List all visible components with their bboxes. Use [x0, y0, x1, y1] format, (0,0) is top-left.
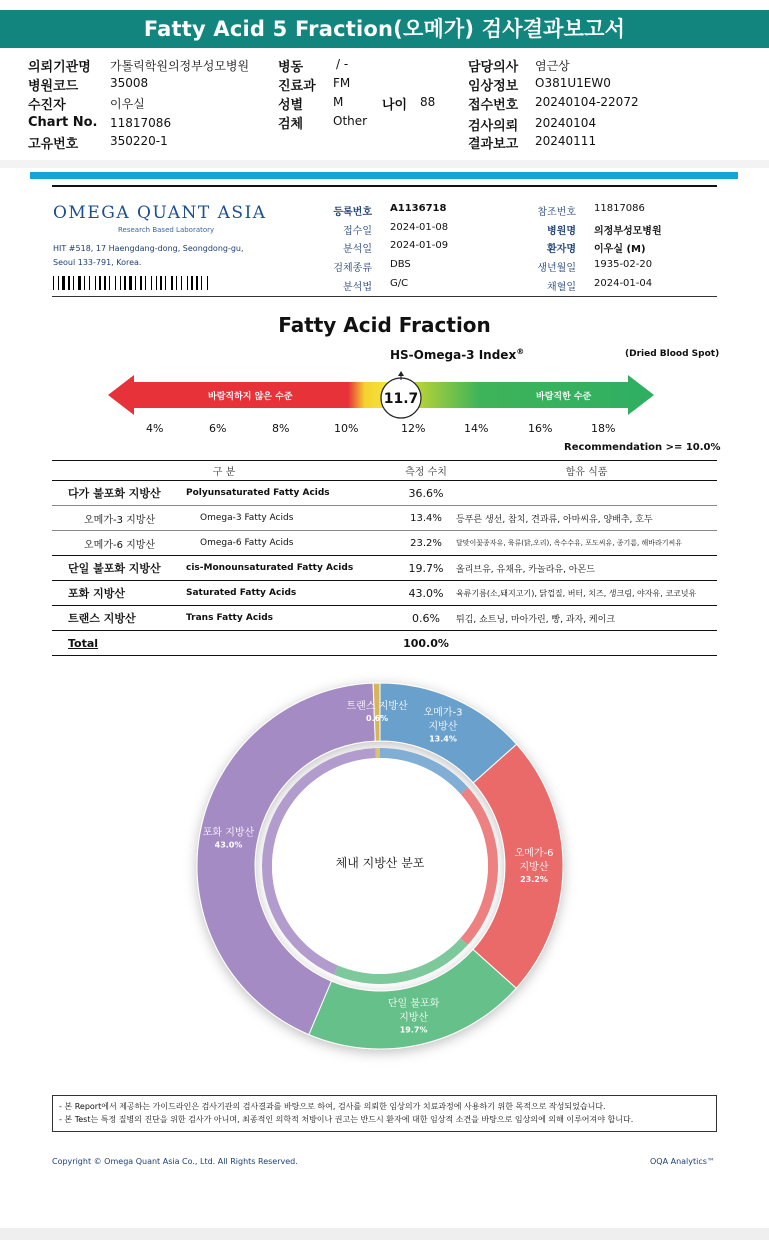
report-title: Fatty Acid 5 Fraction(오메가) 검사결과보고서 — [0, 10, 769, 48]
reg-value: DBS — [390, 259, 411, 270]
copyright: Copyright © Omega Quant Asia Co., Ltd. All Rights Reserved. — [52, 1157, 298, 1166]
slice-label — [424, 705, 463, 743]
reg-label: 생년월일 — [537, 263, 576, 274]
row-pct: 0.6% — [396, 606, 456, 631]
header-value: 염근상 — [535, 59, 570, 73]
scale-tick: 10% — [334, 422, 359, 435]
row-pct: 23.2% — [396, 531, 456, 556]
header-label: 담당의사 — [468, 60, 519, 75]
barcode-bar — [78, 276, 81, 290]
row-kr: 오메가-3 지방산 — [52, 506, 186, 531]
header-value: 20240111 — [535, 134, 597, 148]
reg-value: 11817086 — [594, 203, 645, 214]
sample-type: (Dried Blood Spot) — [625, 349, 720, 359]
reg-label: 병원명 — [547, 226, 576, 237]
reg-value: 의정부성모병원 — [594, 226, 662, 237]
barcode-bar — [171, 276, 173, 290]
header-value: 가톨릭학원의정부성모병원 — [110, 59, 250, 73]
reg-label: 참조번호 — [537, 207, 576, 218]
row-en: Polyunsaturated Fatty Acids — [186, 481, 396, 506]
barcode-bar — [165, 276, 166, 290]
table-row — [52, 606, 717, 631]
reg-value: 2024-01-09 — [390, 240, 449, 251]
barcode-bar — [196, 276, 198, 290]
slice-label — [515, 846, 554, 884]
header-value: 350220-1 — [110, 134, 168, 148]
scale-tick: 6% — [209, 422, 227, 435]
barcode-bar — [151, 276, 152, 290]
header-value: Other — [333, 114, 368, 128]
table-total-row — [52, 631, 717, 656]
recommendation: Recommendation >= 10.0% — [564, 442, 721, 453]
row-kr: 트랜스 지방산 — [52, 606, 186, 631]
row-food — [456, 481, 717, 506]
header-value: / - — [336, 57, 349, 71]
good-level-label: 바람직한 수준 — [536, 392, 592, 402]
registered-mark: ® — [516, 347, 525, 356]
disclaimer-line: - 본 Test는 특정 질병의 진단을 위한 검사가 아니며, 최종적인 의학적 처방이나 권고는 반드시 환자에 대한 임상적 소견을 바탕으로 임상의에 의해 이루어져야 합니다. — [59, 1115, 634, 1124]
barcode-bar — [140, 276, 142, 290]
row-kr: 오메가-6 지방산 — [52, 531, 186, 556]
barcode-bar — [135, 276, 136, 290]
reg-label: 검체종류 — [333, 263, 372, 274]
header-label: 수진자 — [28, 98, 66, 113]
scale-tick: 4% — [146, 422, 164, 435]
patient-header — [0, 52, 769, 150]
barcode-bar — [115, 276, 116, 290]
barcode-bar — [181, 276, 182, 290]
barcode — [53, 276, 210, 290]
header-value: 이우실 — [110, 97, 145, 111]
scale-tick: 14% — [464, 422, 489, 435]
footer-brand: OQA Analytics™ — [650, 1157, 715, 1166]
slice-percent: 19.7% — [399, 1025, 428, 1035]
header-label: Chart No. — [28, 115, 98, 130]
age-value: 88 — [420, 95, 436, 109]
row-pct: 36.6% — [396, 481, 456, 506]
reg-value: A1136718 — [390, 203, 447, 214]
fatty-acid-donut-chart — [150, 670, 610, 1070]
barcode-bar — [62, 276, 65, 290]
row-kr: 포화 지방산 — [52, 581, 186, 606]
index-title — [390, 347, 524, 362]
age-label: 나이 — [382, 98, 408, 113]
slice-name: 트랜스 지방산 — [346, 701, 408, 713]
barcode-bar — [68, 276, 70, 290]
lab-logo: OMEGA QUANT ASIA — [53, 203, 267, 223]
row-kr: 다가 불포화 지방산 — [52, 481, 186, 506]
lab-address-line1: HIT #518, 17 Haengdang-dong, Seongdong-gu, — [53, 244, 244, 253]
scale-tick: 16% — [528, 422, 553, 435]
table-row — [52, 531, 717, 556]
table-row — [52, 481, 717, 506]
header-value: 35008 — [110, 76, 149, 90]
disclaimer-box — [52, 1095, 717, 1132]
barcode-bar — [129, 276, 132, 290]
barcode-bar — [124, 276, 126, 290]
index-value: 11.7 — [383, 391, 419, 407]
bottom-band — [0, 1228, 769, 1240]
sheet-top-rule — [52, 185, 717, 187]
slice-name: 단일 불포화 — [387, 998, 440, 1010]
barcode-bar — [160, 276, 162, 290]
scale-tick: 18% — [591, 422, 616, 435]
marker-pointer-head — [398, 371, 404, 376]
fatty-acid-table — [52, 460, 717, 656]
header-label: 성별 — [278, 98, 304, 113]
barcode-bar — [53, 276, 54, 290]
reg-value: 2024-01-04 — [594, 278, 653, 289]
row-food: 육류기름(소,돼지고기), 닭껍질, 버터, 치즈, 생크림, 야자유, 코코넛유 — [456, 581, 717, 606]
table-row — [52, 506, 717, 531]
slice-percent: 23.2% — [520, 875, 548, 885]
barcode-bar — [120, 276, 121, 290]
index-scale — [108, 370, 656, 420]
barcode-bar — [176, 276, 177, 290]
lab-subtitle: Research Based Laboratory — [118, 226, 215, 234]
barcode-bar — [104, 276, 106, 290]
slice-name: 오메가-6 — [514, 848, 554, 860]
row-food: 올리브유, 유채유, 카놀라유, 아몬드 — [456, 556, 717, 581]
header-label: 임상정보 — [468, 79, 519, 94]
reg-value: 2024-01-08 — [390, 222, 449, 233]
barcode-bar — [156, 276, 157, 290]
barcode-bar — [145, 276, 146, 290]
row-en: Trans Fatty Acids — [186, 606, 396, 631]
header-label: 고유번호 — [28, 137, 79, 152]
total-pct: 100.0% — [396, 631, 456, 656]
row-en: Omega-6 Fatty Acids — [186, 531, 396, 556]
table-row — [52, 556, 717, 581]
reg-label: 환자명 — [547, 244, 576, 255]
header-value: 11817086 — [110, 116, 172, 130]
slice-percent: 13.4% — [429, 734, 457, 744]
inner-ring-slice — [376, 748, 380, 758]
reg-label: 분석법 — [343, 282, 372, 293]
header-label: 검체 — [278, 117, 304, 132]
header-value: 20240104-22072 — [535, 95, 639, 109]
header-value: O381U1EW0 — [535, 76, 611, 90]
row-food: 튀김, 쇼트닝, 마아가린, 빵, 과자, 케이크 — [456, 606, 717, 631]
table-header: 함유 식품 — [456, 461, 717, 481]
barcode-bar — [109, 276, 110, 290]
slice-percent: 0.6% — [366, 714, 389, 724]
row-en: Saturated Fatty Acids — [186, 581, 396, 606]
reg-label: 채혈일 — [547, 282, 576, 293]
row-food: 달맞이꽃종자유, 육류(닭,오리), 옥수수유, 포도씨유, 종기름, 해바라기씨유 — [456, 531, 717, 556]
reg-label: 접수일 — [343, 226, 372, 237]
row-pct: 43.0% — [396, 581, 456, 606]
table-row — [52, 581, 717, 606]
barcode-bar — [73, 276, 74, 290]
section-separator — [0, 160, 769, 168]
disclaimer-line: - 본 Report에서 제공하는 가이드라인은 검사기관의 검사결과를 바탕으로 하여, 검사를 의뢰한 임상의가 치료과정에 사용하기 위한 목적으로 작성되었습니다. — [59, 1102, 606, 1111]
reg-label: 분석일 — [343, 244, 372, 255]
header-label: 병원코드 — [28, 79, 79, 94]
slice-name: 지방산 — [428, 721, 458, 733]
barcode-bar — [95, 276, 96, 290]
fraction-title: Fatty Acid Fraction — [278, 313, 491, 337]
reg-label: 등록번호 — [333, 207, 372, 218]
row-kr: 단일 불포화 지방산 — [52, 556, 186, 581]
lab-address-line2: Seoul 133-791, Korea. — [53, 258, 142, 267]
scale-tick: 12% — [401, 422, 426, 435]
reg-value: G/C — [390, 278, 409, 289]
scale-tick: 8% — [272, 422, 290, 435]
barcode-bar — [201, 276, 202, 290]
slice-name: 지방산 — [399, 1012, 429, 1024]
header-value: M — [333, 95, 344, 109]
total-label: Total — [52, 631, 186, 656]
header-label: 접수번호 — [468, 98, 519, 113]
blue-divider — [30, 172, 738, 179]
slice-name: 오메가-3 — [423, 707, 463, 719]
barcode-bar — [89, 276, 90, 290]
reg-value: 1935-02-20 — [594, 259, 653, 270]
row-food: 등푸른 생선, 참치, 견과류, 아마씨유, 양배추, 호두 — [456, 506, 717, 531]
sheet-rule — [52, 296, 717, 297]
row-en: cis-Monounsaturated Fatty Acids — [186, 556, 396, 581]
slice-name: 포화 지방산 — [202, 827, 255, 839]
barcode-bar — [191, 276, 193, 290]
header-label: 검사의뢰 — [468, 119, 519, 134]
barcode-bar — [187, 276, 188, 290]
table-header-row — [52, 461, 717, 481]
slice-percent: 43.0% — [214, 840, 243, 850]
header-value: FM — [333, 76, 351, 90]
header-label: 결과보고 — [468, 137, 519, 152]
slice-name: 지방산 — [519, 862, 549, 874]
header-value: 20240104 — [535, 116, 597, 130]
barcode-bar — [99, 276, 101, 290]
barcode-bar — [58, 276, 59, 290]
table-header: 측정 수치 — [396, 461, 456, 481]
header-label: 의뢰기관명 — [28, 60, 91, 75]
table-header: 구 분 — [52, 461, 396, 481]
donut-center-label: 체내 지방산 분포 — [335, 856, 425, 870]
header-label: 진료과 — [278, 79, 316, 94]
index-name: HS-Omega-3 Index — [390, 348, 517, 362]
bad-level-label: 바람직하지 않은 수준 — [208, 392, 293, 402]
barcode-bar — [84, 276, 85, 290]
row-pct: 13.4% — [396, 506, 456, 531]
row-en: Omega-3 Fatty Acids — [186, 506, 396, 531]
header-label: 병동 — [278, 60, 304, 75]
reg-value: 이우실 (M) — [594, 244, 646, 255]
barcode-bar — [207, 276, 208, 290]
row-pct: 19.7% — [396, 556, 456, 581]
